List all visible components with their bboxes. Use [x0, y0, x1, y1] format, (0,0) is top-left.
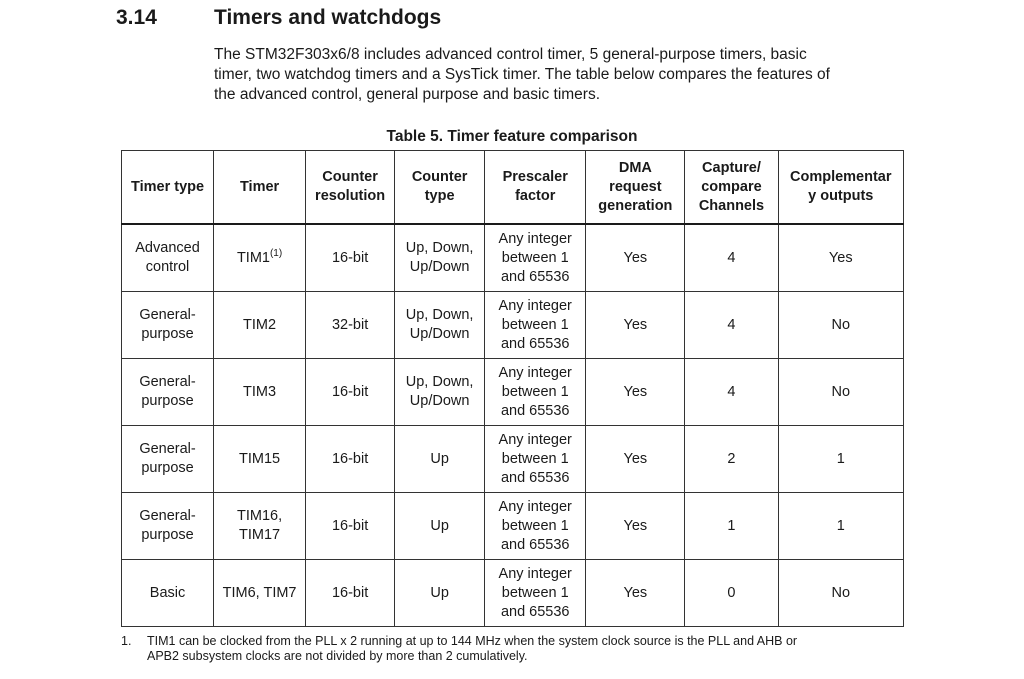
cell-text: TIM17 — [239, 527, 281, 543]
table-cell — [778, 426, 904, 493]
table-cell — [214, 224, 306, 292]
cell-text: TIM1 — [236, 249, 270, 266]
cell-text: General- — [139, 307, 196, 323]
cell-text: resolution — [315, 188, 386, 204]
table-cell — [485, 560, 586, 627]
cell-text: Any integer — [498, 297, 572, 314]
cell-text: Any integer — [498, 565, 572, 582]
table-cell — [306, 493, 395, 560]
column-header — [778, 151, 904, 225]
cell-text: Yes — [623, 383, 648, 400]
cell-text: between 1 — [501, 249, 569, 266]
cell-text: Counter — [411, 169, 468, 185]
cell-text: Up, Down, — [405, 374, 474, 390]
cell-text: TIM16, — [237, 508, 283, 524]
table-cell — [395, 493, 485, 560]
table-cell — [485, 359, 586, 426]
table-cell — [485, 426, 586, 493]
column-header — [306, 151, 395, 225]
table-cell — [586, 359, 685, 426]
table-cell — [685, 292, 778, 359]
cell-text: y outputs — [808, 188, 874, 204]
section-number: 3.14 — [116, 6, 157, 29]
table-cell — [586, 426, 685, 493]
table-cell — [122, 359, 214, 426]
cell-text: 32-bit — [331, 316, 369, 333]
cell-text: Advanced — [135, 240, 200, 256]
cell-text: 1 — [727, 517, 736, 534]
cell-text: and 65536 — [500, 603, 570, 620]
column-header — [586, 151, 685, 225]
cell-text: Any integer — [498, 431, 572, 448]
cell-text: between 1 — [501, 584, 569, 601]
cell-text: Any integer — [498, 364, 572, 381]
cell-text: TIM15 — [239, 450, 281, 467]
cell-text: Yes — [828, 249, 853, 266]
intro-line: the advanced control, general purpose and basic timers. — [214, 86, 601, 103]
cell-text: purpose — [141, 527, 194, 543]
column-header — [685, 151, 778, 225]
table-cell — [395, 292, 485, 359]
cell-text: between 1 — [501, 383, 569, 400]
cell-text: Yes — [623, 316, 648, 333]
table-cell — [306, 292, 395, 359]
cell-text: compare — [701, 178, 762, 195]
column-header — [395, 151, 485, 225]
table-cell — [122, 292, 214, 359]
cell-text: and 65536 — [500, 268, 570, 285]
cell-text: type — [424, 188, 455, 204]
cell-text: Up — [430, 450, 449, 467]
cell-text: Yes — [623, 584, 648, 601]
table-caption: Table 5. Timer feature comparison — [386, 128, 638, 145]
table-cell — [586, 292, 685, 359]
cell-text: Counter — [322, 169, 378, 185]
cell-text: General- — [139, 374, 196, 390]
cell-text: Up/Down — [409, 259, 470, 275]
cell-text: between 1 — [501, 316, 569, 333]
cell-text: 16-bit — [331, 517, 369, 534]
table-header-row — [122, 151, 904, 225]
cell-text: TIM6, TIM7 — [222, 584, 297, 601]
cell-text: Yes — [623, 450, 648, 467]
cell-text: 4 — [727, 249, 736, 266]
footnote-line: APB2 subsystem clocks are not divided by more than 2 cumulatively. — [147, 649, 528, 663]
table-cell — [214, 560, 306, 627]
cell-text: and 65536 — [500, 469, 570, 486]
cell-text: No — [831, 316, 851, 333]
column-header — [122, 151, 214, 225]
table-cell — [778, 560, 904, 627]
cell-text: Any integer — [498, 498, 572, 515]
cell-text: 16-bit — [331, 584, 369, 601]
cell-text: 16-bit — [331, 249, 369, 266]
table-cell — [685, 426, 778, 493]
footnote-reference: (1) — [269, 247, 283, 259]
footnote-line: TIM1 can be clocked from the PLL x 2 running at up to 144 MHz when the system clock source is the PLL and AHB or — [147, 634, 798, 648]
cell-text: between 1 — [501, 517, 569, 534]
column-header — [214, 151, 306, 225]
cell-text: Complementar — [789, 169, 892, 185]
table-cell — [586, 224, 685, 292]
cell-text: request — [609, 178, 662, 195]
cell-text: 0 — [727, 584, 736, 601]
cell-text: Up — [430, 517, 449, 534]
cell-text: TIM2 — [243, 316, 277, 333]
table-row — [122, 493, 904, 560]
cell-text: Any integer — [498, 230, 572, 247]
table-cell — [122, 493, 214, 560]
table-cell — [685, 359, 778, 426]
cell-text: General- — [139, 441, 196, 457]
table-cell — [395, 224, 485, 292]
cell-text: purpose — [141, 460, 194, 476]
cell-text: Yes — [623, 517, 648, 534]
table-cell — [685, 560, 778, 627]
table-cell — [778, 224, 904, 292]
cell-text: 4 — [727, 383, 736, 400]
cell-text: Up/Down — [409, 393, 470, 409]
table-cell — [122, 426, 214, 493]
cell-text: Basic — [149, 584, 186, 601]
cell-text: and 65536 — [500, 402, 570, 419]
cell-text: Up — [430, 584, 449, 601]
cell-text: purpose — [141, 393, 194, 409]
table-cell — [306, 224, 395, 292]
timer-feature-table — [121, 150, 904, 627]
cell-text: factor — [515, 188, 556, 204]
cell-text: General- — [139, 508, 196, 524]
table-cell — [122, 224, 214, 292]
table-cell — [214, 493, 306, 560]
cell-text: No — [831, 584, 851, 601]
table-cell — [485, 292, 586, 359]
table-cell — [778, 493, 904, 560]
cell-text: Up, Down, — [405, 240, 474, 256]
table-row — [122, 426, 904, 493]
table-cell — [395, 359, 485, 426]
cell-text: purpose — [141, 326, 194, 342]
table-row — [122, 359, 904, 426]
cell-text: Yes — [623, 249, 648, 266]
intro-line: timer, two watchdog timers and a SysTick timer. The table below compares the features of — [214, 66, 830, 83]
cell-text: TIM3 — [243, 383, 277, 400]
cell-text: 16-bit — [331, 450, 369, 467]
cell-text: Timer type — [130, 178, 205, 195]
table-cell — [485, 493, 586, 560]
table-cell — [122, 560, 214, 627]
table-cell — [306, 560, 395, 627]
table-cell — [306, 359, 395, 426]
cell-text: 2 — [727, 450, 736, 467]
section-title: Timers and watchdogs — [214, 6, 442, 29]
table-cell — [586, 560, 685, 627]
cell-text: Up/Down — [409, 326, 470, 342]
table-cell — [485, 224, 586, 292]
cell-text: control — [145, 259, 190, 275]
cell-text: Up, Down, — [405, 307, 474, 323]
cell-text: DMA — [618, 159, 652, 176]
table-cell — [395, 426, 485, 493]
cell-text: generation — [598, 197, 673, 214]
table-cell — [778, 292, 904, 359]
table-cell — [586, 493, 685, 560]
table-cell — [306, 426, 395, 493]
cell-text: 16-bit — [331, 383, 369, 400]
table-cell — [685, 493, 778, 560]
table-row — [122, 224, 904, 292]
table-row — [122, 292, 904, 359]
intro-paragraph — [214, 45, 914, 105]
table-cell — [395, 560, 485, 627]
cell-text: between 1 — [501, 450, 569, 467]
table-cell — [214, 359, 306, 426]
cell-text: No — [831, 383, 851, 400]
cell-text: 1 — [836, 517, 845, 534]
cell-text: 1 — [836, 450, 845, 467]
table-cell — [214, 426, 306, 493]
table-row — [122, 560, 904, 627]
column-header — [485, 151, 586, 225]
cell-text: and 65536 — [500, 536, 570, 553]
table-cell — [778, 359, 904, 426]
cell-text: Channels — [698, 197, 765, 214]
table-cell — [685, 224, 778, 292]
footnote-number: 1. — [121, 634, 132, 648]
table-cell — [214, 292, 306, 359]
cell-text: 4 — [727, 316, 736, 333]
cell-text: Prescaler — [502, 169, 568, 185]
cell-text: and 65536 — [500, 335, 570, 352]
footnote-text — [147, 634, 907, 664]
cell-text: Timer — [239, 178, 280, 195]
cell-text: Capture/ — [702, 159, 761, 176]
intro-line: The STM32F303x6/8 includes advanced control timer, 5 general-purpose timers, basic — [214, 46, 807, 63]
